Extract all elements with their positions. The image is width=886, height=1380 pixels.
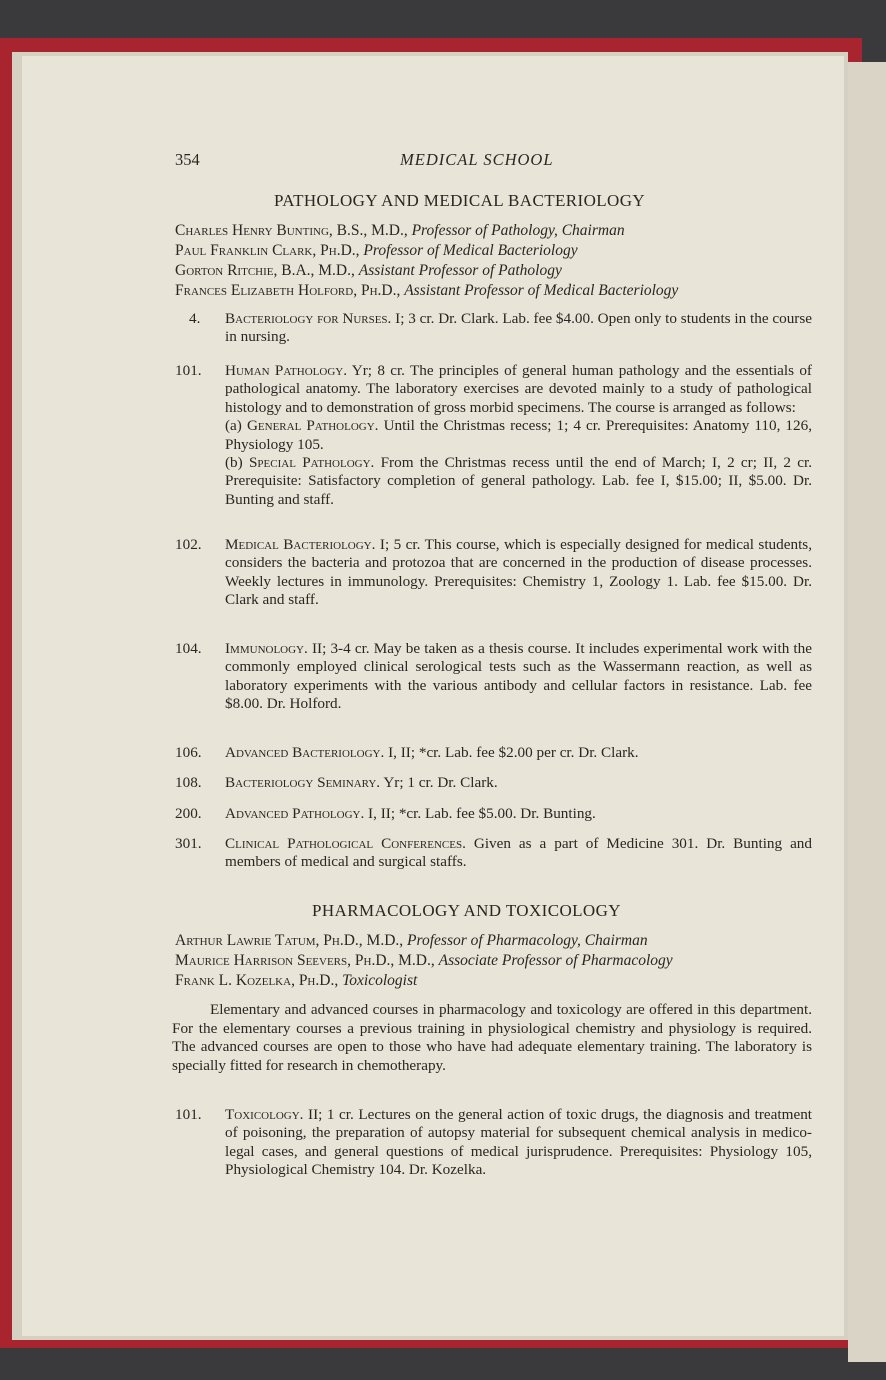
course-number: 106. xyxy=(175,744,202,761)
subcourse-title: General Pathology. xyxy=(246,417,379,435)
course-entry xyxy=(225,310,812,347)
course-entry xyxy=(225,805,812,823)
subcourse-description: Until the Christmas recess; 1; 4 cr. Prerequisites: Anatomy 110, 126, Physiology 105. xyxy=(225,417,813,453)
course-number: 104. xyxy=(175,640,202,657)
course-description: I, II; *cr. Lab. fee $2.00 per cr. Dr. Clark. xyxy=(388,744,639,761)
course-description: Given as a part of Medicine 301. Dr. Bunting and members of medical and surgical staffs. xyxy=(225,835,812,871)
faculty-member: Charles Henry Bunting, B.S., M.D., Professor of Pathology, Chairman xyxy=(175,222,625,239)
course-description: II; 3-4 cr. May be taken as a thesis course. It includes experimental work with the commonly employed clinical serological tests such as the Wassermann reaction, as well as laboratory experiments with the various antibody and cellular factors in resistance. Lab. fee $8.00. Dr. Holford. xyxy=(225,640,812,713)
course-title: Advanced Pathology. xyxy=(225,805,365,822)
course-number: 101. xyxy=(175,362,202,379)
facing-page-edge xyxy=(848,62,886,1362)
course-title: Human Pathology. xyxy=(225,362,348,379)
course-title: Clinical Pathological Conferences. xyxy=(225,835,466,852)
course-entry xyxy=(225,774,812,792)
course-number: 108. xyxy=(175,774,202,791)
subcourse-title: Special Pathology. xyxy=(248,454,375,472)
section-heading-pathology: PATHOLOGY AND MEDICAL BACTERIOLOGY xyxy=(274,191,646,210)
course-title: Toxicology. xyxy=(225,1106,304,1123)
course-number: 102. xyxy=(175,536,202,553)
course-title: Advanced Bacteriology. xyxy=(225,744,385,761)
subcourse-description: From the Christmas recess until the end of March; I, 2 cr; II, 2 cr. Prerequisite: Satisfactory completion of general pathology. Lab. fee I, $15.00; II, $5.00. Dr. Bunting and staff. xyxy=(225,454,813,508)
course-title: Bacteriology for Nurses. xyxy=(225,310,392,327)
course-number: 101. xyxy=(175,1106,202,1123)
faculty-member: Frances Elizabeth Holford, Ph.D., Assistant Professor of Medical Bacteriology xyxy=(175,282,679,299)
faculty-member: Arthur Lawrie Tatum, Ph.D., M.D., Professor of Pharmacology, Chairman xyxy=(175,932,648,949)
running-title: MEDICAL SCHOOL xyxy=(400,150,554,169)
course-number: 4. xyxy=(189,310,201,327)
course-description: Yr; 1 cr. Dr. Clark. xyxy=(383,774,498,791)
course-title: Bacteriology Seminary. xyxy=(225,774,381,791)
course-description: I; 3 cr. Dr. Clark. Lab. fee $4.00. Open only to students in the course in nursing. xyxy=(225,310,812,346)
course-entry: Human Pathology. Yr; 8 cr. The principles of general human pathology and the essentials of pathological anatomy. The laboratory exercises are devoted mainly to a study of pathological histology and to demonstration of gross morbid specimens. The course is arranged as follows: (a) General Pathology. Until the Christmas recess; 1; 4 cr. Prerequisites: Anatomy 110, 126, Physiology 105. (b) Special Pathology. From the Christmas recess until the end of March; I, 2 cr; II, 2 cr. Prerequisite: Satisfactory completion of general pathology. Lab. fee I, $15.00; II, $5.00. Dr. Bunting and staff. xyxy=(225,362,813,508)
page-number: 354 xyxy=(175,150,200,169)
course-entry xyxy=(225,744,812,762)
book-page xyxy=(22,56,844,1336)
course-entry xyxy=(225,835,812,872)
course-title: Medical Bacteriology. xyxy=(225,536,376,553)
course-entry xyxy=(225,640,812,714)
department-intro: Elementary and advanced courses in pharmacology and toxicology are offered in this department. For the elementary courses a previous training in physiological chemistry and physiology is required. The advanced courses are open to those who have had adequate elementary training. The laboratory is specially fitted for research in chemotherapy. xyxy=(172,1001,812,1074)
course-description: Yr; 8 cr. The principles of general human pathology and the essentials of pathological anatomy. The laboratory exercises are devoted mainly to a study of pathological histology and to demonstration of gross morbid specimens. The course is arranged as follows: xyxy=(225,362,812,416)
faculty-member: Maurice Harrison Seevers, Ph.D., M.D., Associate Professor of Pharmacology xyxy=(175,952,673,969)
course-entry xyxy=(225,1106,812,1180)
section-heading-pharmacology: PHARMACOLOGY AND TOXICOLOGY xyxy=(312,901,621,920)
faculty-member: Frank L. Kozelka, Ph.D., Toxicologist xyxy=(175,972,418,989)
course-description: II; 1 cr. Lectures on the general action of toxic drugs, the diagnosis and treatment of poisoning, the preparation of autopsy material for subsequent chemical analysis in medico-legal cases, and general questions of medical jurisprudence. Prerequisites: Physiology 105, Physiological Chemistry 104. Dr. Kozelka. xyxy=(225,1106,813,1179)
course-description: I; 5 cr. This course, which is especially designed for medical students, considers the bacteria and protozoa that are concerned in the production of disease processes. Weekly lectures in immunology. Prerequisites: Chemistry 1, Zoology 1. Lab. fee $15.00. Dr. Clark and staff. xyxy=(225,536,813,609)
course-entry xyxy=(225,536,812,610)
faculty-member: Gorton Ritchie, B.A., M.D., Assistant Professor of Pathology xyxy=(175,262,562,279)
course-number: 200. xyxy=(175,805,202,822)
course-number: 301. xyxy=(175,835,202,852)
course-title: Immunology. xyxy=(225,640,308,657)
faculty-member: Paul Franklin Clark, Ph.D., Professor of Medical Bacteriology xyxy=(175,242,578,259)
course-description: I, II; *cr. Lab. fee $5.00. Dr. Bunting. xyxy=(368,805,596,822)
